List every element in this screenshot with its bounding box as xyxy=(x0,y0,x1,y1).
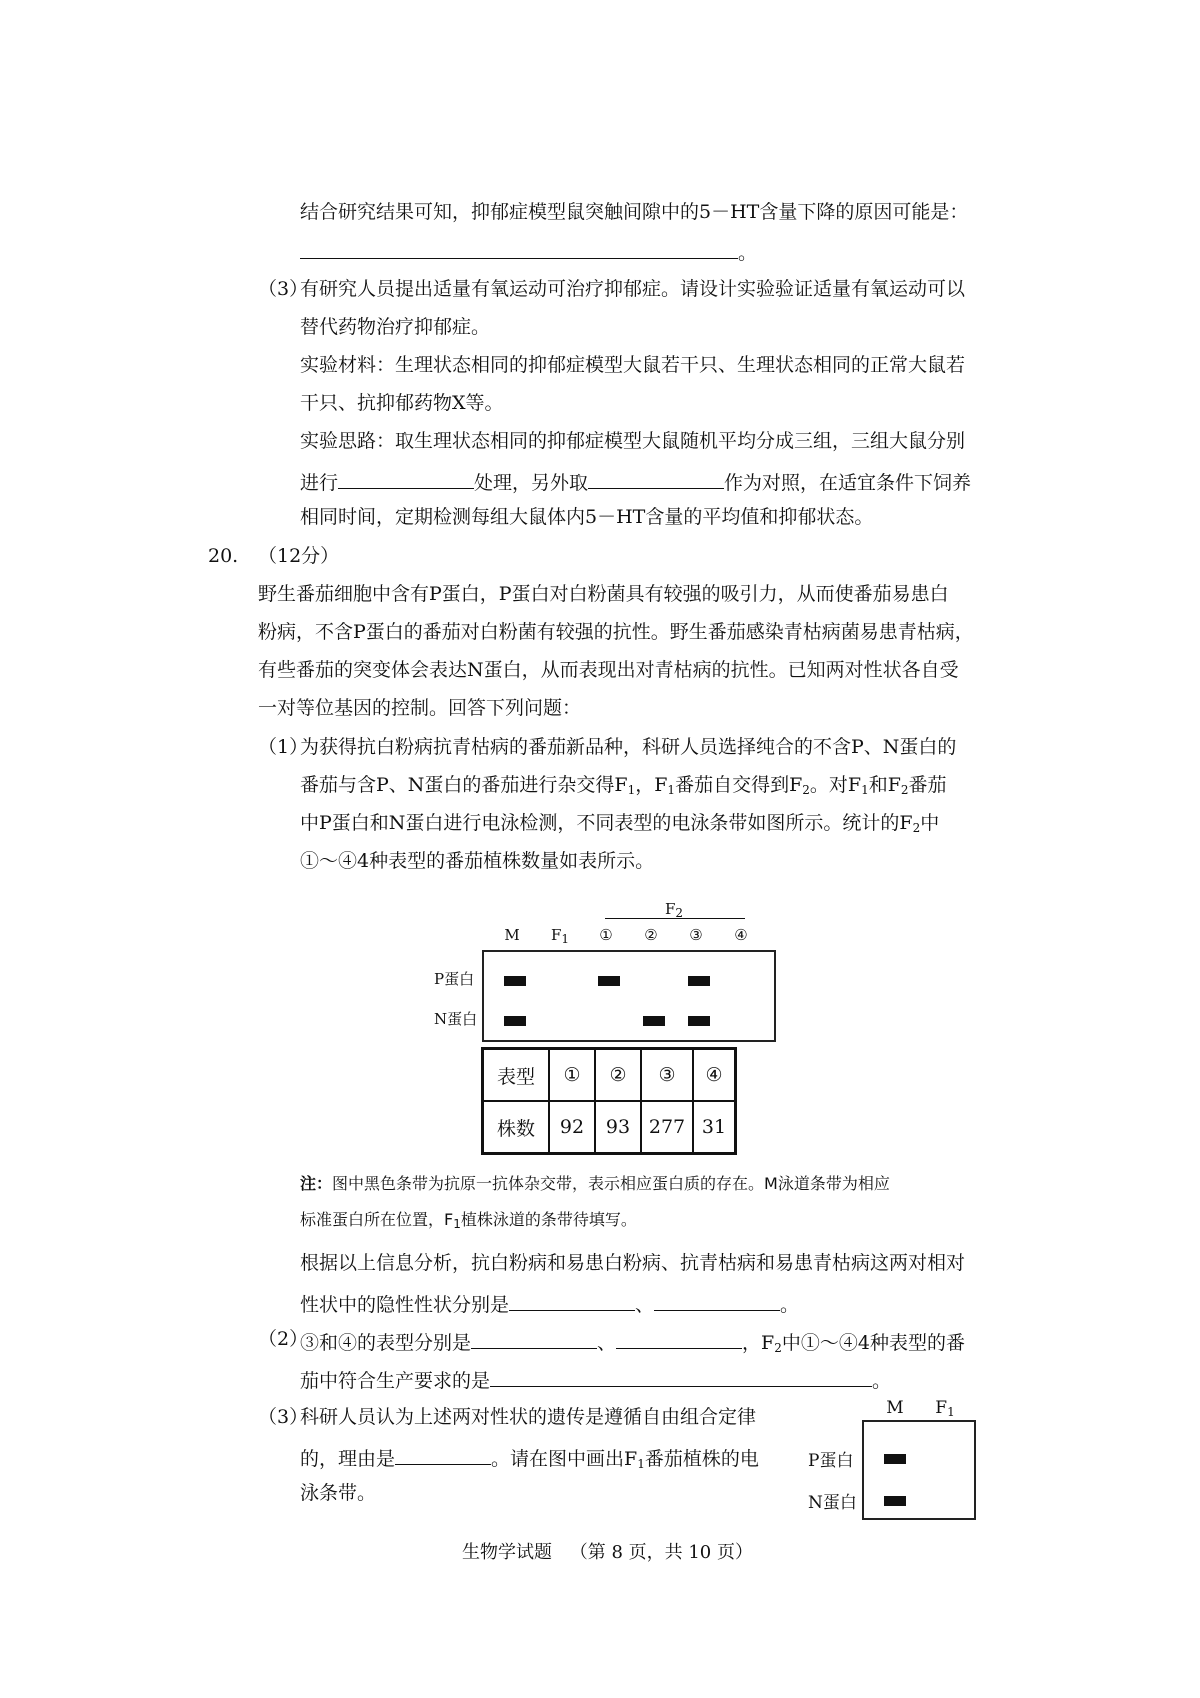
footer-page-info: （第 8 页，共 10 页） xyxy=(569,1542,753,1563)
footer xyxy=(462,1544,753,1562)
q20-part1-number: （1） xyxy=(258,736,309,758)
q19-reason-intro: 结合研究结果可知，抑郁症模型鼠突触间隙中的5－HT含量下降的原因可能是： xyxy=(300,201,969,223)
q20-intro-line4: 一对等位基因的控制。回答下列问题： xyxy=(258,697,582,719)
table-cell: 31 xyxy=(693,1101,736,1154)
q20-intro-line3: 有些番茄的突变体会表达N蛋白，从而表现出对青枯病的抗性。已知两对性状各自受 xyxy=(258,659,959,681)
q19-reason-answer-line xyxy=(300,240,757,263)
q19-part3-line1: 有研究人员提出适量有氧运动可治疗抑郁症。请设计实验验证适量有氧运动可以 xyxy=(300,278,966,300)
table-header-phenotype: 表型 xyxy=(483,1049,550,1102)
gel2-lane-label-f1: $F_1$ xyxy=(935,1398,955,1419)
answer-blank[interactable] xyxy=(509,1292,635,1311)
q19-part3-line2: 替代药物治疗抑郁症。 xyxy=(300,316,491,338)
q20-part3-number: （3） xyxy=(258,1406,309,1428)
q20-analysis-line1: 根据以上信息分析，抗白粉病和易患白粉病、抗青枯病和易患青枯病这两对相对 xyxy=(300,1252,966,1274)
answer-blank[interactable] xyxy=(654,1292,780,1311)
lane-label-m: M xyxy=(504,926,520,944)
lane-label-4: ④ xyxy=(734,926,748,944)
lane-label-3: ③ xyxy=(689,926,703,944)
figure-note-line2: 标准蛋白所在位置，$F_1$植株泳道的条带待填写。 xyxy=(300,1210,637,1231)
electrophoresis-gel xyxy=(482,950,776,1042)
q20-number: 20. xyxy=(208,545,239,567)
table-cell: ④ xyxy=(693,1049,736,1102)
q20-part3-line2: 的，理由是 。请在图中画出$F_1$番茄植株的电 xyxy=(300,1448,759,1471)
q19-idea-line3: 相同时间，定期检测每组大鼠体内5－HT含量的平均值和抑郁状态。 xyxy=(300,506,874,528)
gel2-row-label-p: P蛋白 xyxy=(808,1451,854,1471)
q20-intro-line2: 粉病，不含P蛋白的番茄对白粉菌有较强的抗性。野生番茄感染青枯病菌易患青枯病， xyxy=(258,621,974,643)
band-m-p xyxy=(504,976,526,986)
q20-part3-line1: 科研人员认为上述两对性状的遗传是遵循自由组合定律 xyxy=(300,1406,757,1428)
answer-blank[interactable] xyxy=(616,1330,742,1349)
band-2-n xyxy=(643,1016,665,1026)
table-cell: 92 xyxy=(549,1101,595,1154)
table-row xyxy=(483,1049,736,1102)
q20-analysis-line2: 性状中的隐性性状分别是 、 。 xyxy=(300,1294,800,1316)
q19-materials-line2: 干只、抗抑郁药物X等。 xyxy=(300,392,504,414)
answer-blank[interactable] xyxy=(490,1368,872,1387)
gel2-band-m-n xyxy=(884,1496,906,1506)
q20-intro-line1: 野生番茄细胞中含有P蛋白，P蛋白对白粉菌具有较强的吸引力，从而使番茄易患白 xyxy=(258,583,949,605)
q20-part1-line1: 为获得抗白粉病抗青枯病的番茄新品种，科研人员选择纯合的不含P、N蛋白的 xyxy=(300,736,957,758)
q20-part2-number: （2） xyxy=(258,1328,309,1350)
gel-row-label-p: P蛋白 xyxy=(434,970,475,988)
f2-label: $F_2$ xyxy=(665,900,684,920)
q19-idea-line1: 实验思路：取生理状态相同的抑郁症模型大鼠随机平均分成三组，三组大鼠分别 xyxy=(300,430,966,452)
band-m-n xyxy=(504,1016,526,1026)
phenotype-count-table xyxy=(481,1047,737,1155)
table-header-count: 株数 xyxy=(483,1101,550,1154)
q20-score: （12分） xyxy=(258,545,340,567)
table-row xyxy=(483,1101,736,1154)
lane-label-f1: $F_1$ xyxy=(550,926,570,946)
q20-part3-line3: 泳条带。 xyxy=(300,1482,377,1504)
answer-blank[interactable] xyxy=(395,1446,491,1465)
end-mark: 。 xyxy=(738,242,758,264)
answer-blank[interactable] xyxy=(588,470,724,489)
answer-blank[interactable] xyxy=(338,470,474,489)
gel2-lane-label-m: M xyxy=(886,1398,904,1418)
band-3-n xyxy=(688,1016,710,1026)
table-cell: 93 xyxy=(595,1101,641,1154)
lane-label-1: ① xyxy=(599,926,613,944)
q20-part1-line4: ①～④4种表型的番茄植株数量如表所示。 xyxy=(300,850,655,872)
gel-row-label-n: N蛋白 xyxy=(434,1010,478,1028)
table-cell: ③ xyxy=(641,1049,693,1102)
q20-part1-line3: 中P蛋白和N蛋白进行电泳检测，不同表型的电泳条带如图所示。统计的$F_2$中 xyxy=(300,812,940,835)
table-cell: ② xyxy=(595,1049,641,1102)
gel2-band-m-p xyxy=(884,1454,906,1464)
f1-drawing-gel[interactable] xyxy=(862,1420,976,1520)
q20-part2-line1: ③和④的表型分别是 、 ，$F_2$中①～④4种表型的番 xyxy=(300,1332,965,1355)
answer-blank[interactable] xyxy=(300,240,738,259)
band-3-p xyxy=(688,976,710,986)
table-cell: ① xyxy=(549,1049,595,1102)
footer-subject: 生物学试题 xyxy=(462,1542,552,1563)
q19-idea-line2: 进行 处理，另外取 作为对照，在适宜条件下饲养 xyxy=(300,472,972,494)
q19-materials-line1: 实验材料：生理状态相同的抑郁症模型大鼠若干只、生理状态相同的正常大鼠若 xyxy=(300,354,966,376)
q20-part1-line2: 番茄与含P、N蛋白的番茄进行杂交得$F_1$，$F_1$番茄自交得到$F_2$。对$F_1$和$F_2$番茄 xyxy=(300,774,947,797)
q20-part2-line2: 茄中符合生产要求的是 。 xyxy=(300,1370,892,1392)
band-1-p xyxy=(598,976,620,986)
figure-note-line1: 注：图中黑色条带为抗原一抗体杂交带，表示相应蛋白质的存在。M泳道条带为相应 xyxy=(300,1174,890,1193)
q19-part3-number: （3） xyxy=(258,278,309,300)
lane-label-2: ② xyxy=(644,926,658,944)
answer-blank[interactable] xyxy=(471,1330,597,1349)
table-cell: 277 xyxy=(641,1101,693,1154)
gel2-row-label-n: N蛋白 xyxy=(808,1493,857,1513)
